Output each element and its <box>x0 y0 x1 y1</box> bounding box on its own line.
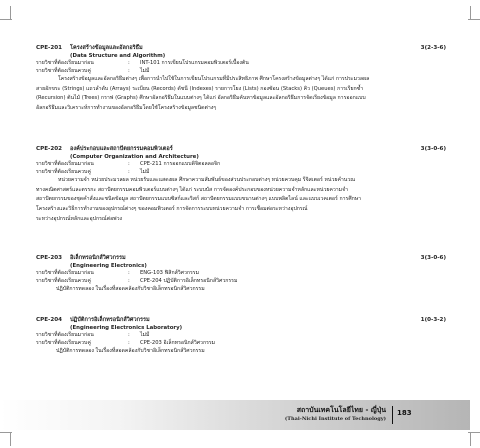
course-title-th: โครงสร้างข้อมูลและอัลกอริธึม <box>70 45 143 51</box>
prerequisite-label: รายวิชาที่ต้องเรียนมาก่อน <box>36 60 94 66</box>
colon: : <box>128 60 130 66</box>
footer-divider <box>392 406 393 424</box>
crop-mark <box>10 6 11 20</box>
course-credits: 3(3-0-6) <box>420 255 446 261</box>
prerequisite-row <box>36 60 446 68</box>
colon: : <box>128 67 130 74</box>
corequisite-label: รายวิชาที่ต้องเรียนควบคู่ <box>36 277 91 284</box>
course-header <box>36 145 446 153</box>
course-header <box>36 44 446 52</box>
crop-mark <box>468 19 480 20</box>
prerequisite-value: ไม่มี <box>140 332 150 338</box>
course-block <box>36 44 446 114</box>
course-credits: 3(2-3-6) <box>420 45 446 51</box>
colon: : <box>128 332 130 338</box>
prerequisite-value: ENG-103 ฟิสิกส์วิศวกรรม <box>140 270 199 276</box>
colon: : <box>128 277 130 284</box>
crop-mark <box>0 19 12 20</box>
course-header <box>36 316 446 324</box>
description-line: ทางคณิตศาสตร์และตรรกะ สถาปัตยกรรมคอมพิวเตอร์แบบต่างๆ ได้แก่ ระบบบัส การจัดองค์ประกอบของหน่วยความจำหลักและหน่วยความจำ <box>36 186 349 193</box>
corequisite-row <box>36 278 446 286</box>
description-line: (Recursion) ต้นไม้ (Trees) กราฟ (Graphs) ศึกษาอัลกอริธึมในแบบต่างๆ ได้แก่ อัลกอริธึมค้นหาข้อมูลและอัลกอริธึมการจัดเรียงข้อมูล การออกแบบ <box>36 95 366 102</box>
corequisite-row <box>36 340 446 348</box>
prerequisite-row <box>36 161 446 169</box>
course-code: CPE-202 <box>36 146 63 152</box>
prerequisite-value: INT-101 การเขียนโปรแกรมคอมพิวเตอร์เบื้องต้น <box>140 60 249 66</box>
corequisite-label: รายวิชาที่ต้องเรียนควบคู่ <box>36 67 91 74</box>
course-title-en: (Engineering Electronics) <box>70 263 147 269</box>
prerequisite-row <box>36 332 446 340</box>
crop-mark <box>0 432 12 433</box>
corequisite-value: ไม่มี <box>140 67 150 74</box>
corequisite-row <box>36 68 446 76</box>
course-title-th: องค์ประกอบและสถาปัตยกรรมคอมพิวเตอร์ <box>70 146 173 152</box>
institute-name-th: สถาบันเทคโนโลยีไทย - ญี่ปุ่น <box>296 406 386 414</box>
crop-mark <box>470 6 471 20</box>
page-number: 183 <box>397 409 412 417</box>
description-line: โครงสร้างข้อมูลและอัลกอริธึมต่างๆ เพื่อการนำไปใช้ในการเขียนโปรแกรมที่มีประสิทธิภาพ ศึกษาโครงสร้างข้อมูลต่างๆ ได้แก่ การประมวลผล <box>58 76 370 83</box>
description-line: โครงสร้างและวิธีการทำงานของอุปกรณ์ต่างๆ ของคอมพิวเตอร์ การจัดการระบบหน่วยความจำ การเชื่อมต่อระหว่างอุปกรณ์ <box>36 205 308 212</box>
description-line: หน่วยความจำ หน่วยประมวลผล หน่วยรับและแสดงผล ศึกษาความสัมพันธ์ของส่วนประกอบต่างๆ หน่วยควบคุม รีจิสเตอร์ หน่วยคำนวณ <box>58 177 356 184</box>
course-block <box>36 254 446 293</box>
description-line: ระหว่างอุปกรณ์หลักและอุปกรณ์ต่อพ่วง <box>36 215 123 222</box>
colon: : <box>128 270 130 276</box>
course-title-en: (Engineering Electronics Laboratory) <box>70 325 183 331</box>
colon: : <box>128 339 130 346</box>
course-block <box>36 316 446 355</box>
course-description <box>36 75 446 113</box>
course-code: CPE-204 <box>36 317 63 323</box>
course-title-en: (Computer Organization and Architecture) <box>70 154 199 160</box>
course-code: CPE-201 <box>36 45 63 51</box>
prerequisite-label: รายวิชาที่ต้องเรียนมาก่อน <box>36 332 94 338</box>
prerequisite-label: รายวิชาที่ต้องเรียนมาก่อน <box>36 270 94 276</box>
course-title-th: อิเล็กทรอนิกส์วิศวกรรม <box>70 255 126 261</box>
course-code: CPE-203 <box>36 255 63 261</box>
course-credits: 1(0-3-2) <box>420 317 446 323</box>
institute-name-en: (Thai-Nichi Institute of Technology) <box>284 416 386 422</box>
prerequisite-row <box>36 270 446 278</box>
course-title-th: ปฏิบัติการอิเล็กทรอนิกส์วิศวกรรม <box>70 317 150 323</box>
corequisite-value: ไม่มี <box>140 168 150 175</box>
prerequisite-value: CPE-211 การออกแบบดิจิตอลลอจิก <box>140 161 221 167</box>
colon: : <box>128 168 130 175</box>
description-line: สถาปัตยกรรมของชุดคำสั่งและชนิดข้อมูล สถาปัตยกรรมแบบซิสก์และริสก์ สถาปัตยกรรมแบบขนานต่างๆ แบบพลิตไลน์ และแบบเวคเตอร์ การศึกษา <box>36 196 362 203</box>
course-description <box>36 176 446 224</box>
course-header <box>36 254 446 262</box>
corequisite-row <box>36 169 446 177</box>
corequisite-label: รายวิชาที่ต้องเรียนควบคู่ <box>36 168 91 175</box>
colon: : <box>128 161 130 167</box>
corequisite-value: CPE-203 อิเล็กทรอนิกส์วิศวกรรม <box>140 339 216 346</box>
practice-note: ปฏิบัติการทดลอง ในเรื่องที่สอดคล้องกับวิชาอิเล็กทรอนิกส์วิศวกรรม <box>56 348 205 355</box>
corequisite-label: รายวิชาที่ต้องเรียนควบคู่ <box>36 339 91 346</box>
crop-mark <box>10 432 11 446</box>
prerequisite-label: รายวิชาที่ต้องเรียนมาก่อน <box>36 161 94 167</box>
course-credits: 3(3-0-6) <box>420 146 446 152</box>
crop-mark <box>468 432 480 433</box>
course-block <box>36 145 446 224</box>
course-title-en: (Data Structure and Algorithm) <box>70 53 166 59</box>
corequisite-value: CPE-204 ปฏิบัติการอิเล็กทรอนิกส์วิศวกรรม <box>140 277 238 284</box>
description-line: สายอักขระ (Strings) แถวลำดับ (Arrays) ระเบียน (Records) ดัชนี (Indexes) รายการโยง (Lists) กองซ้อน (Stacks) คิว (Queues) การเรียกซ้ำ <box>36 85 364 92</box>
description-line: อัลกอริธึมและวิเคราะห์การทำงานของอัลกอริธึมโดยใช้โครงสร้างข้อมูลชนิดต่างๆ <box>36 104 217 111</box>
crop-mark <box>470 432 471 446</box>
practice-note: ปฏิบัติการทดลอง ในเรื่องที่สอดคล้องกับวิชาอิเล็กทรอนิกส์วิศวกรรม <box>56 286 205 293</box>
